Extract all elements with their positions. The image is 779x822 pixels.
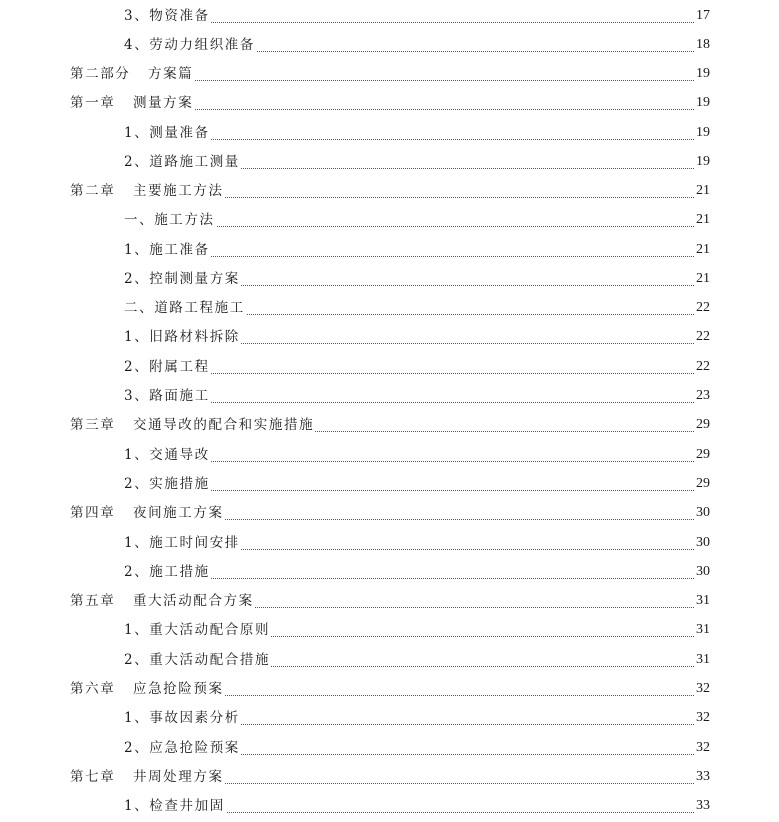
toc-entry-title: 第五章 重大活动配合方案 (70, 593, 254, 609)
toc-entry-title: 2、实施措施 (124, 476, 210, 492)
toc-entry-page: 32 (696, 681, 710, 696)
toc-entry-page: 22 (696, 300, 710, 315)
toc-entry-title: 4、劳动力组织准备 (124, 37, 255, 53)
toc-entry-page: 19 (696, 125, 710, 140)
toc-entry[interactable] (0, 152, 779, 174)
toc-entry-title: 1、交通导改 (124, 447, 210, 463)
toc-entry[interactable] (0, 796, 779, 818)
toc-entry-title: 3、物资准备 (124, 8, 210, 24)
toc-entry-title: 第二章 主要施工方法 (70, 183, 224, 199)
dot-leader (124, 402, 708, 403)
toc-entry[interactable] (0, 327, 779, 349)
toc-entry[interactable] (0, 562, 779, 584)
dot-leader (124, 490, 708, 491)
toc-entry[interactable] (0, 767, 779, 789)
toc-entry-title: 第三章 交通导改的配合和实施措施 (70, 417, 315, 433)
toc-entry[interactable] (0, 474, 779, 496)
toc-entry-page: 31 (696, 593, 710, 608)
toc-entry-title: 1、旧路材料拆除 (124, 329, 240, 345)
toc-entry-page: 21 (696, 183, 710, 198)
toc-entry-page: 30 (696, 564, 710, 579)
toc-entry[interactable] (0, 298, 779, 320)
toc-entry[interactable] (0, 181, 779, 203)
toc-entry[interactable] (0, 35, 779, 57)
toc-entry-page: 33 (696, 798, 710, 813)
toc-entry-title: 1、测量准备 (124, 125, 210, 141)
toc-entry[interactable] (0, 738, 779, 760)
toc-entry-title: 第六章 应急抢险预案 (70, 681, 224, 697)
toc-entry[interactable] (0, 708, 779, 730)
dot-leader (124, 373, 708, 374)
toc-entry[interactable] (0, 93, 779, 115)
toc-entry-page: 30 (696, 535, 710, 550)
toc-entry-page: 21 (696, 242, 710, 257)
toc-entry-title: 2、施工措施 (124, 564, 210, 580)
toc-entry-title: 2、道路施工测量 (124, 154, 240, 170)
toc-entry-title: 第一章 测量方案 (70, 95, 194, 111)
toc-entry[interactable] (0, 679, 779, 701)
dot-leader (124, 256, 708, 257)
toc-entry[interactable] (0, 269, 779, 291)
toc-entry[interactable] (0, 650, 779, 672)
toc-entry-title: 第二部分 方案篇 (70, 66, 194, 82)
dot-leader (124, 139, 708, 140)
toc-entry-page: 29 (696, 476, 710, 491)
toc-entry[interactable] (0, 415, 779, 437)
toc-entry-page: 23 (696, 388, 710, 403)
toc-entry-title: 1、检查井加固 (124, 798, 225, 814)
toc-entry-title: 3、路面施工 (124, 388, 210, 404)
toc-entry-title: 1、施工时间安排 (124, 535, 240, 551)
toc-entry-page: 19 (696, 66, 710, 81)
toc-entry[interactable] (0, 357, 779, 379)
toc-entry-title: 1、重大活动配合原则 (124, 622, 271, 638)
toc-entry-page: 29 (696, 417, 710, 432)
toc-entry-title: 第七章 井周处理方案 (70, 769, 224, 785)
toc-entry-page: 19 (696, 95, 710, 110)
toc-entry-title: 二、道路工程施工 (124, 300, 245, 316)
toc-entry[interactable] (0, 64, 779, 86)
toc-entry-page: 29 (696, 447, 710, 462)
toc-entry[interactable] (0, 445, 779, 467)
dot-leader (124, 578, 708, 579)
toc-entry-page: 21 (696, 212, 710, 227)
toc-entry-page: 22 (696, 359, 710, 374)
toc-entry[interactable] (0, 240, 779, 262)
toc-entry-title: 2、应急抢险预案 (124, 740, 240, 756)
toc-entry-title: 一、施工方法 (124, 212, 215, 228)
toc-entry-page: 32 (696, 710, 710, 725)
toc-entry-title: 1、事故因素分析 (124, 710, 240, 726)
toc-entry-page: 17 (696, 8, 710, 23)
toc-entry[interactable] (0, 6, 779, 28)
toc-entry-title: 第四章 夜间施工方案 (70, 505, 224, 521)
toc-entry-page: 30 (696, 505, 710, 520)
toc-entry-page: 32 (696, 740, 710, 755)
toc-entry-page: 21 (696, 271, 710, 286)
toc-entry[interactable] (0, 591, 779, 613)
toc-entry-title: 2、附属工程 (124, 359, 210, 375)
dot-leader (124, 22, 708, 23)
toc-entry-page: 31 (696, 652, 710, 667)
toc-entry[interactable] (0, 123, 779, 145)
toc-entry-page: 18 (696, 37, 710, 52)
toc-entry-page: 19 (696, 154, 710, 169)
toc-entry[interactable] (0, 503, 779, 525)
toc-entry-title: 2、控制测量方案 (124, 271, 240, 287)
toc-entry-title: 2、重大活动配合措施 (124, 652, 271, 668)
dot-leader (124, 461, 708, 462)
toc-entry[interactable] (0, 620, 779, 642)
toc-entry[interactable] (0, 533, 779, 555)
toc-entry-title: 1、施工准备 (124, 242, 210, 258)
toc-entry-page: 31 (696, 622, 710, 637)
toc-entry-page: 22 (696, 329, 710, 344)
toc-entry-page: 33 (696, 769, 710, 784)
toc-entry[interactable] (0, 386, 779, 408)
toc-entry[interactable] (0, 210, 779, 232)
